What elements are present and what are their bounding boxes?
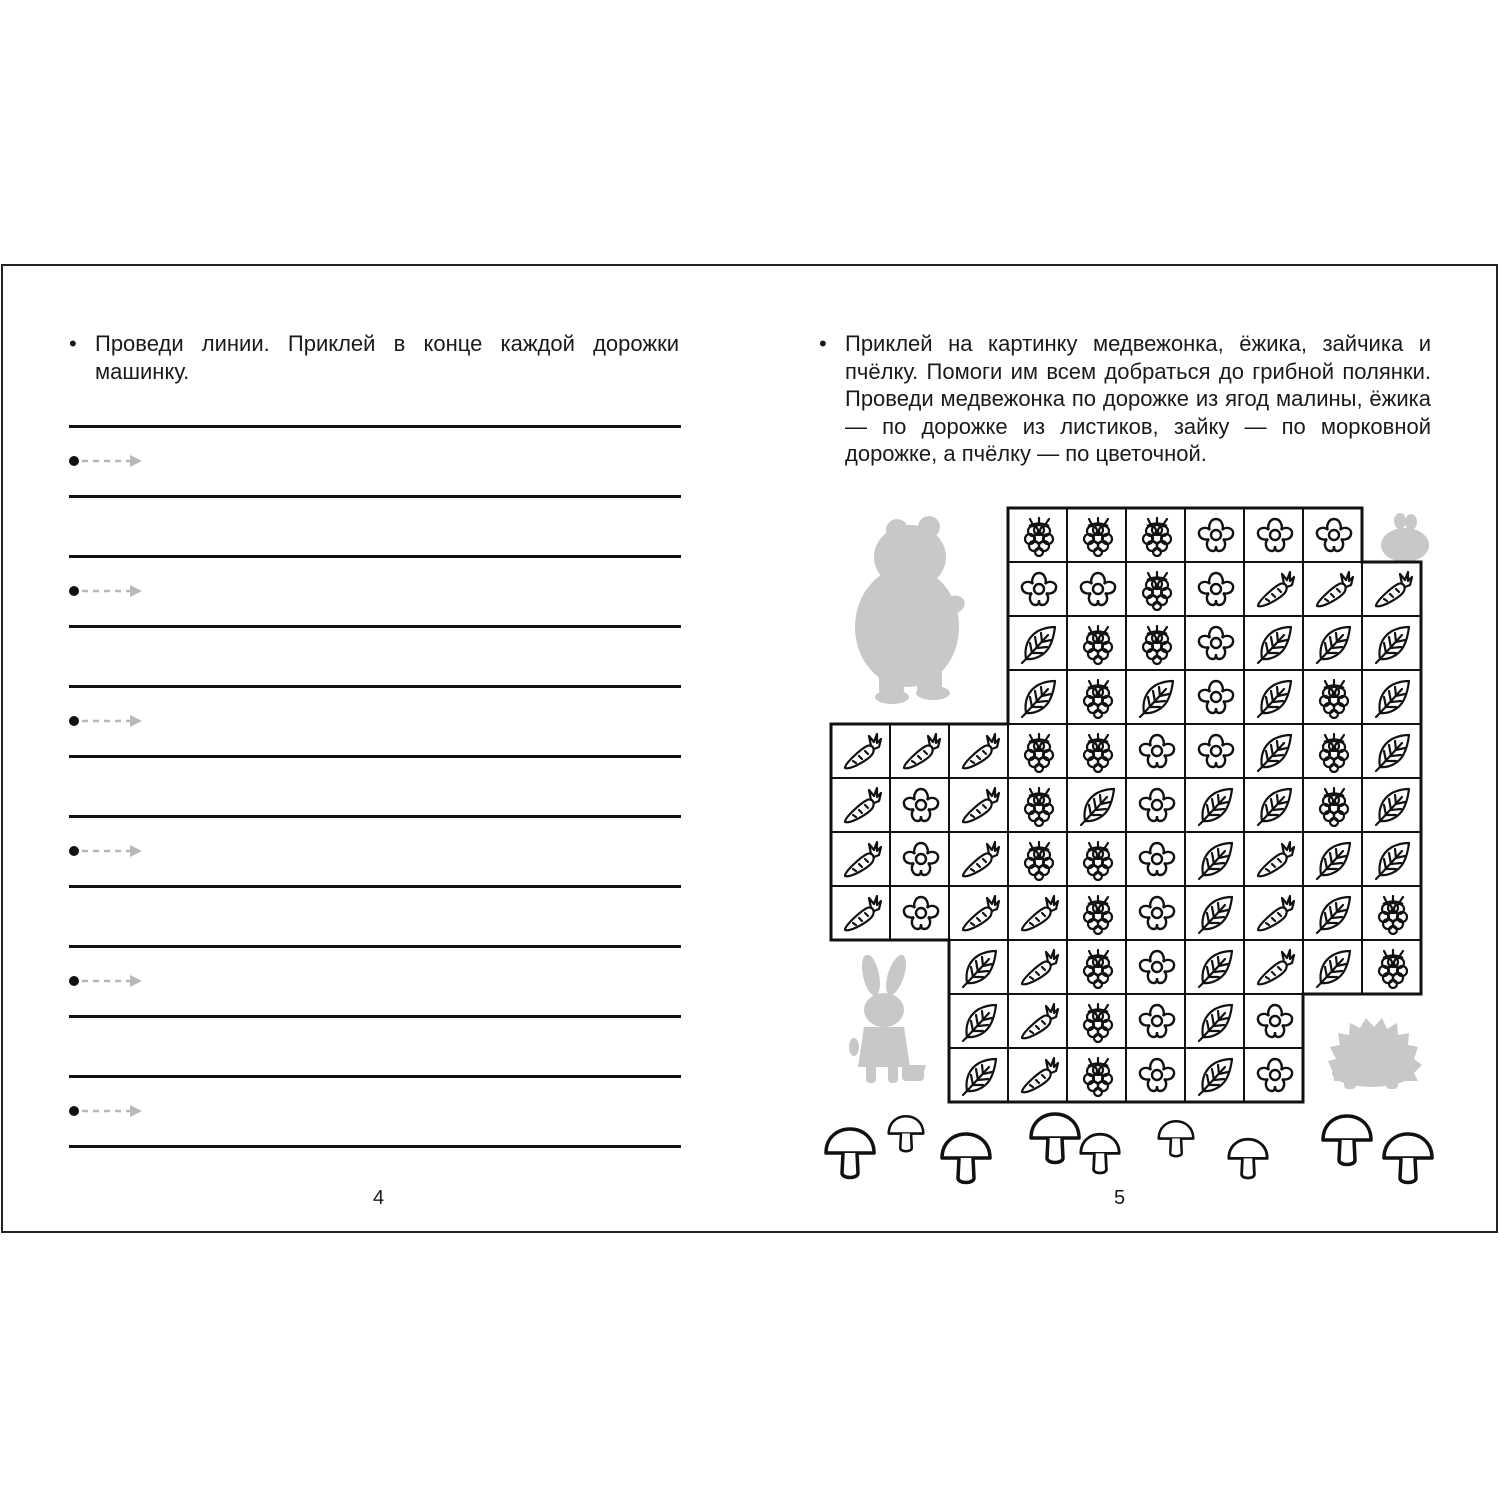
mushroom-icon [1159,1121,1194,1156]
mushroom-icon [942,1134,990,1183]
mushroom-icon [1081,1134,1119,1173]
mushroom-icon [826,1129,874,1178]
page-number-right: 5 [1114,1187,1126,1209]
mushroom-icon [1384,1134,1432,1183]
mushroom-icon [1229,1139,1267,1178]
left-instruction-text: Проведи линии. Приклей в конце каждой дорожки машинку. [95,331,679,384]
right-bullet: • [819,331,827,356]
mushroom-icon [889,1116,924,1151]
mushroom-icon [1323,1116,1371,1165]
mushroom-icon [1031,1114,1079,1163]
right-instruction-text: Приклей на картинку медвежонка, ёжика, зайчика и пчёлку. Помоги им всем добраться до грибной полянки. Проведи медвежонка по дорожке из ягод малины, ёжика — по дорожке из листиков, зайку — по морковной дорожке, а пчёлку — по цветочной. [845,331,1431,466]
page-number-left: 4 [373,1187,385,1209]
left-bullet: • [69,331,77,356]
